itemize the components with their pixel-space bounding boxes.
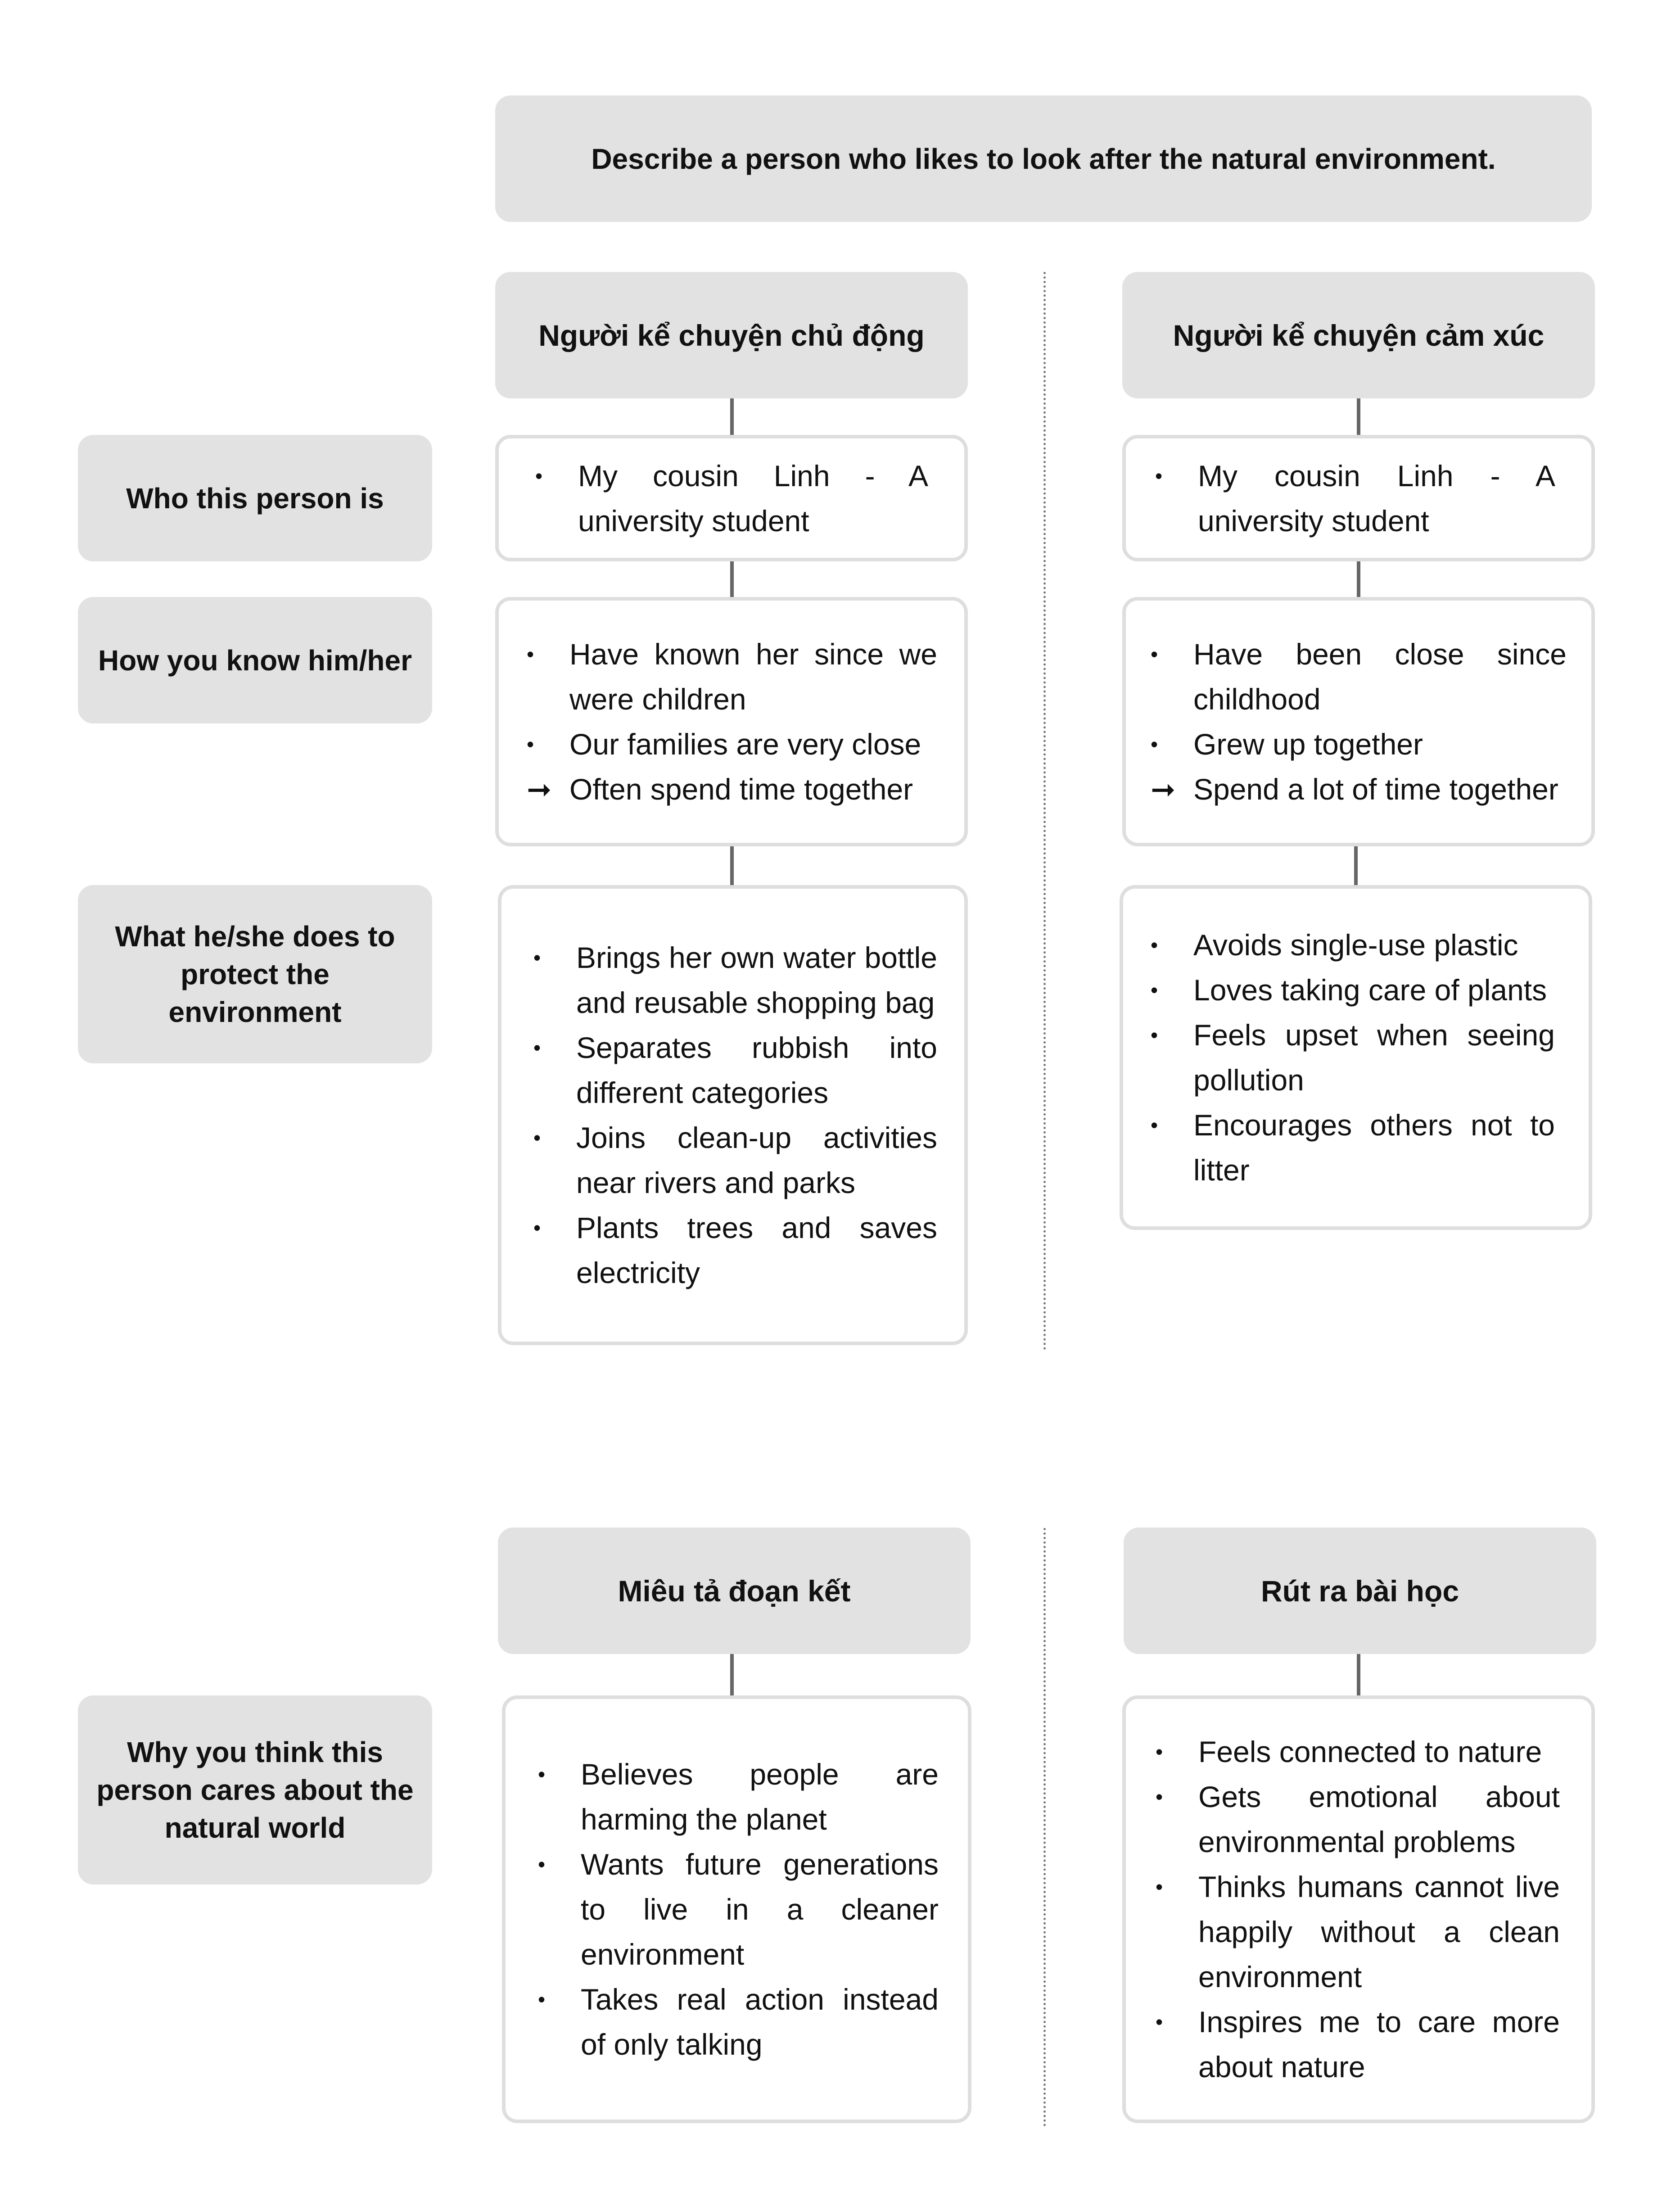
list-item: • Our families are very close xyxy=(569,722,937,767)
list-item: • Wants future generations to live in a cleaner environment xyxy=(581,1842,939,1977)
bullet-icon: • xyxy=(538,1853,546,1876)
bullet-icon: • xyxy=(533,1126,541,1149)
bullet-icon: • xyxy=(533,1216,541,1239)
list-item: • Loves taking care of plants xyxy=(1193,967,1555,1012)
bullet-icon: • xyxy=(533,946,541,969)
card-what-left xyxy=(498,885,968,1345)
card-who-left xyxy=(495,435,968,561)
bullet-icon: • xyxy=(1151,642,1158,666)
list-item: • Feels connected to nature xyxy=(1198,1729,1560,1774)
list-item: ➞ Often spend time together xyxy=(569,767,937,812)
card-how-left xyxy=(495,597,968,846)
bullet-icon: • xyxy=(535,464,543,488)
list-item: • Brings her own water bottle and reusable shopping bag xyxy=(576,935,937,1025)
connector xyxy=(1354,846,1358,885)
card-how-right xyxy=(1122,597,1595,846)
bullet-icon: • xyxy=(1156,1875,1163,1898)
bullet-icon: • xyxy=(527,642,534,666)
card-why-left xyxy=(502,1695,971,2123)
bullet-icon: • xyxy=(527,732,534,756)
bullet-icon: • xyxy=(538,1988,546,2011)
bullet-icon: • xyxy=(1151,978,1158,1002)
list-item: • Believes people are harming the planet xyxy=(581,1752,939,1842)
divider-bottom xyxy=(1043,1528,1046,2127)
list-item: • Joins clean-up activities near rivers and parks xyxy=(576,1115,937,1205)
card-why-right xyxy=(1122,1695,1595,2123)
list-item: • Gets emotional about environmental problems xyxy=(1198,1774,1560,1864)
diagram-title: Describe a person who likes to look after the natural environment. xyxy=(495,95,1592,222)
connector xyxy=(730,561,734,597)
bullet-icon: • xyxy=(533,1036,541,1059)
connector xyxy=(730,1654,734,1695)
arrow-right-icon: ➞ xyxy=(1151,773,1176,806)
list-item: • Thinks humans cannot live happily without a clean environment xyxy=(1198,1864,1560,1999)
list-item: • Takes real action instead of only talking xyxy=(581,1977,939,2067)
card-what-right xyxy=(1120,885,1592,1230)
connector xyxy=(1357,398,1360,435)
bullet-icon: • xyxy=(1156,1785,1163,1808)
header-right-top: Người kể chuyện cảm xúc xyxy=(1122,272,1595,398)
header-left-bottom: Miêu tả đoạn kết xyxy=(498,1528,971,1654)
header-left-top: Người kể chuyện chủ động xyxy=(495,272,968,398)
arrow-right-icon: ➞ xyxy=(527,773,552,806)
header-right-bottom: Rút ra bài học xyxy=(1124,1528,1596,1654)
row-label-why: Why you think this person cares about the natural world xyxy=(78,1695,432,1885)
list-item: • Feels upset when seeing pollution xyxy=(1193,1012,1555,1103)
divider-top xyxy=(1043,272,1046,1351)
row-label-what: What he/she does to protect the environment xyxy=(78,885,432,1063)
list-item: • Encourages others not to litter xyxy=(1193,1103,1555,1193)
list-item: • Grew up together xyxy=(1193,722,1567,767)
list-item: • Inspires me to care more about nature xyxy=(1198,1999,1560,2089)
bullet-icon: • xyxy=(1151,1023,1158,1047)
bullet-icon: • xyxy=(1156,2010,1163,2034)
bullet-icon: • xyxy=(1151,1113,1158,1137)
list-item: • Avoids single-use plastic xyxy=(1193,922,1555,967)
connector xyxy=(730,846,734,885)
bullet-icon: • xyxy=(1156,1740,1163,1763)
row-label-how: How you know him/her xyxy=(78,597,432,723)
card-who-right xyxy=(1122,435,1595,561)
bullet-icon: • xyxy=(1151,933,1158,957)
connector xyxy=(1357,1654,1360,1695)
connector xyxy=(730,398,734,435)
list-item: ➞ Spend a lot of time together xyxy=(1193,767,1567,812)
list-item: • My cousin Linh - A university student xyxy=(1198,453,1555,543)
bullet-icon: • xyxy=(1151,732,1158,756)
row-label-who: Who this person is xyxy=(78,435,432,561)
list-item: • Plants trees and saves electricity xyxy=(576,1205,937,1295)
bullet-icon: • xyxy=(538,1763,546,1786)
connector xyxy=(1357,561,1360,597)
list-item: • My cousin Linh - A university student xyxy=(578,453,928,543)
list-item: • Separates rubbish into different categories xyxy=(576,1025,937,1115)
list-item: • Have been close since childhood xyxy=(1193,632,1567,722)
bullet-icon: • xyxy=(1155,464,1163,488)
list-item: • Have known her since we were children xyxy=(569,632,937,722)
